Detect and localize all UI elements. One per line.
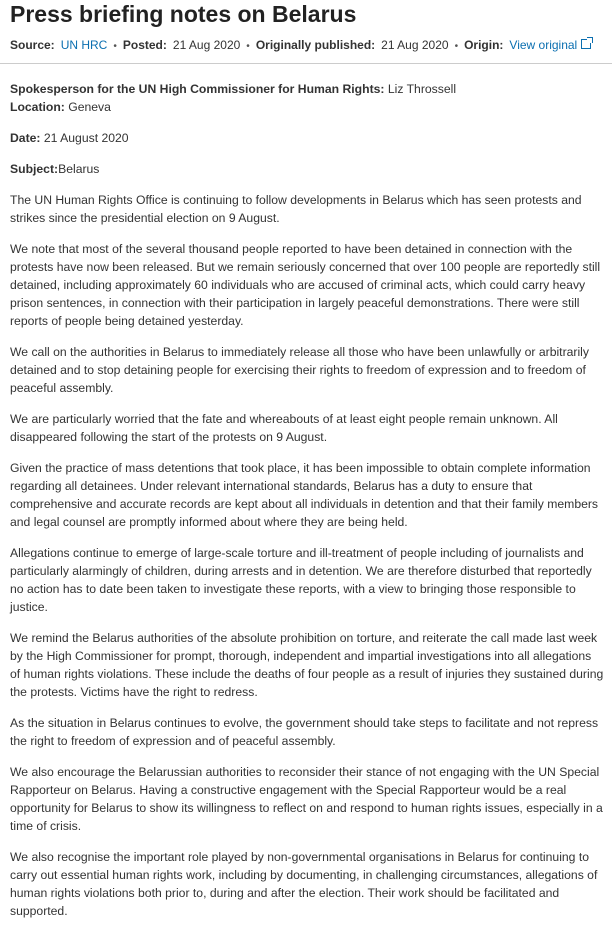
location-value: Geneva <box>64 100 111 114</box>
source-label: Source: <box>10 38 55 52</box>
paragraph: The UN Human Rights Office is continuing to follow developments in Belarus which has seen protests and strikes since the presidential election on 9 August. <box>10 193 582 225</box>
spokesperson-label: Spokesperson for the UN High Commissioner for Human Rights: <box>10 82 385 96</box>
paragraph: Given the practice of mass detentions that took place, it has been impossible to obtain complete information regarding all detainees. Under relevant international standards, Belarus has a duty to ensure that comprehensive and accurate records are kept about all individuals in detention and that their family members and legal counsel are promptly informed about where they are being held. <box>10 461 599 529</box>
date-value: 21 August 2020 <box>40 131 129 145</box>
subject-label: Subject: <box>10 162 59 176</box>
paragraph: We note that most of the several thousand people reported to have been detained in connection with the protests have now been released. But we remain seriously concerned that over 100 people are reportedly still detained, including approximately 60 individuals who are accused of criminal acts, which could carry heavy prison sentences, in connection with their participation in largely peaceful demonstrations. There were still reports of people being detained yesterday. <box>10 242 601 328</box>
location-line <box>10 98 604 116</box>
posted-date: 21 Aug 2020 <box>172 38 241 52</box>
date-label: Date: <box>10 131 41 145</box>
paragraph: Allegations continue to emerge of large-scale torture and ill-treatment of people including of journalists and particularly alarmingly of children, during arrests and in detention. We are therefore disturbed that reportedly no action has to date been taken to investigate these reports, with a view to bringing those responsible to justice. <box>10 546 592 614</box>
spokesperson-name: Liz Throssell <box>384 82 457 96</box>
meta-separator: • <box>246 41 250 52</box>
date-line <box>10 129 604 147</box>
paragraph: We also encourage the Belarussian authorities to reconsider their stance of not engaging with the UN Special Rapporteur on Belarus. Having a constructive engagement with the Special Rapporteur would be a real opportunity for Belarus to show its willingness to reflect on and respond to human rights issues, especially in a time of crisis. <box>10 765 603 833</box>
meta-separator: • <box>454 41 459 52</box>
metadata-bar <box>10 38 591 52</box>
source-link[interactable]: UN HRC <box>60 38 108 52</box>
spokesperson-line <box>10 80 604 98</box>
paragraph: As the situation in Belarus continues to evolve, the government should take steps to facilitate and not repress the right to freedom of expression and of peaceful assembly. <box>10 716 599 748</box>
posted-label: Posted: <box>122 38 167 52</box>
external-link-icon[interactable] <box>581 39 591 49</box>
paragraph: We are particularly worried that the fate and whereabouts of at least eight people remain unknown. All disappeared following the start of the protests on 9 August. <box>10 412 558 444</box>
page-title: Press briefing notes on Belarus <box>10 1 357 27</box>
view-original-link[interactable]: View original <box>509 38 578 52</box>
article-body <box>10 80 604 933</box>
paragraph: We call on the authorities in Belarus to immediately release all those who have been unlawfully or arbitrarily detained and to stop detaining people for exercising their rights to freedom of expression and to freedom of peaceful assembly. <box>10 345 589 395</box>
origin-label: Origin: <box>464 38 504 52</box>
header-divider <box>0 63 612 64</box>
subject-value: Belarus <box>58 162 100 176</box>
originally-published-date: 21 Aug 2020 <box>381 38 449 52</box>
subject-line <box>10 160 604 178</box>
meta-separator: • <box>113 41 117 52</box>
paragraph: We also recognise the important role played by non-governmental organisations in Belarus for continuing to carry out essential human rights work, including by documenting, in challenging circumstances, allegations of human rights violations both prior to, during and after the election. Their work should be facilitated and supported. <box>10 850 598 918</box>
originally-published-label: Originally published: <box>255 38 376 52</box>
paragraph: We remind the Belarus authorities of the absolute prohibition on torture, and reiterate the call made last week by the High Commissioner for prompt, thorough, independent and impartial investigations into all allegations of human rights violations. These include the deaths of four people as a result of injuries they sustained during the protests. Victims have the right to redress. <box>10 631 604 699</box>
location-label: Location: <box>10 100 65 114</box>
